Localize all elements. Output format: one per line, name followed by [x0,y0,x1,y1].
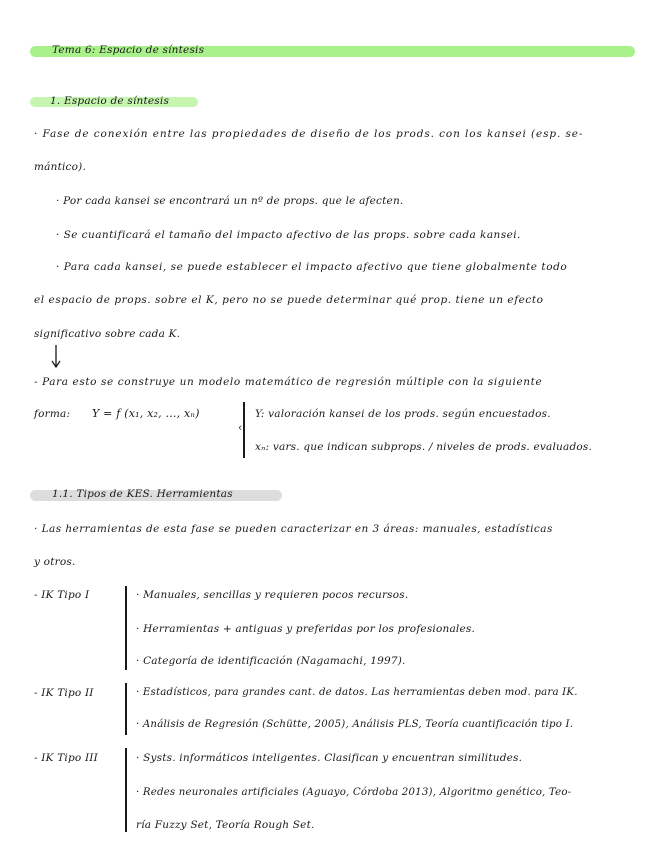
type1-item: · Manuales, sencillas y requieren pocos recursos. [136,589,409,601]
type2-label: - IK Tipo II [34,687,94,699]
section11-heading: 1.1. Tipos de KES. Herramientas [52,488,233,500]
bullet-global-impact-line2: el espacio de props. sobre el K, pero no se puede determinar qué prop. tiene un efecto [34,294,544,306]
bullet-impact-size: · Se cuantificará el tamaño del impacto afectivo de las props. sobre cada kansei. [56,229,521,241]
model-definition-x: xₙ: vars. que indican subprops. / niveles de prods. evaluados. [255,441,593,453]
type3-brace [125,748,127,832]
type1-brace [125,586,127,670]
type2-brace [125,683,127,735]
bullet-global-impact-line1: · Para cada kansei, se puede establecer el impacto afectivo que tiene globalmente todo [56,261,568,273]
arrow-down-icon [50,344,62,370]
model-definition-y: Y: valoración kansei de los prods. según encuestados. [255,408,551,420]
section1-heading: 1. Espacio de síntesis [50,95,170,107]
bullet-props-per-kansei: · Por cada kansei se encontrará un nº de props. que le afecten. [56,195,404,207]
bullet-global-impact-line3: significativo sobre cada K. [34,328,181,340]
page-title: Tema 6: Espacio de síntesis [52,44,205,56]
type3-item-continuation: ría Fuzzy Set, Teoría Rough Set. [136,819,315,831]
model-form-label: forma: [34,408,71,420]
type1-item: · Herramientas + antiguas y preferidas por los profesionales. [136,623,476,635]
type2-item: · Análisis de Regresión (Schütte, 2005), Análisis PLS, Teoría cuantificación tipo I. [136,719,574,730]
type1-label: - IK Tipo I [34,589,90,601]
type3-label: - IK Tipo III [34,752,99,764]
section11-intro-line2: y otros. [34,556,76,568]
section11-intro-line1: · Las herramientas de esta fase se pueden caracterizar en 3 áreas: manuales, estadísticas [34,523,553,535]
section1-intro-line2: mántico). [34,161,86,173]
model-brace-tip: ‹ [238,421,243,434]
type3-item: · Redes neuronales artificiales (Aguayo, Córdoba 2013), Algoritmo genético, Teo- [136,787,572,798]
type1-item: · Categoría de identificación (Nagamachi, 1997). [136,655,406,667]
model-formula: Y = f (x₁, x₂, ..., xₙ) [92,407,200,420]
model-intro-line: - Para esto se construye un modelo matemático de regresión múltiple con la siguiente [34,376,543,388]
model-brace [243,402,245,458]
section1-intro-line1: · Fase de conexión entre las propiedades de diseño de los prods. con los kansei (esp. se- [34,128,584,140]
type3-item: · Systs. informáticos inteligentes. Clasifican y encuentran similitudes. [136,752,523,764]
type2-item: · Estadísticos, para grandes cant. de datos. Las herramientas deben mod. para IK. [136,687,578,698]
